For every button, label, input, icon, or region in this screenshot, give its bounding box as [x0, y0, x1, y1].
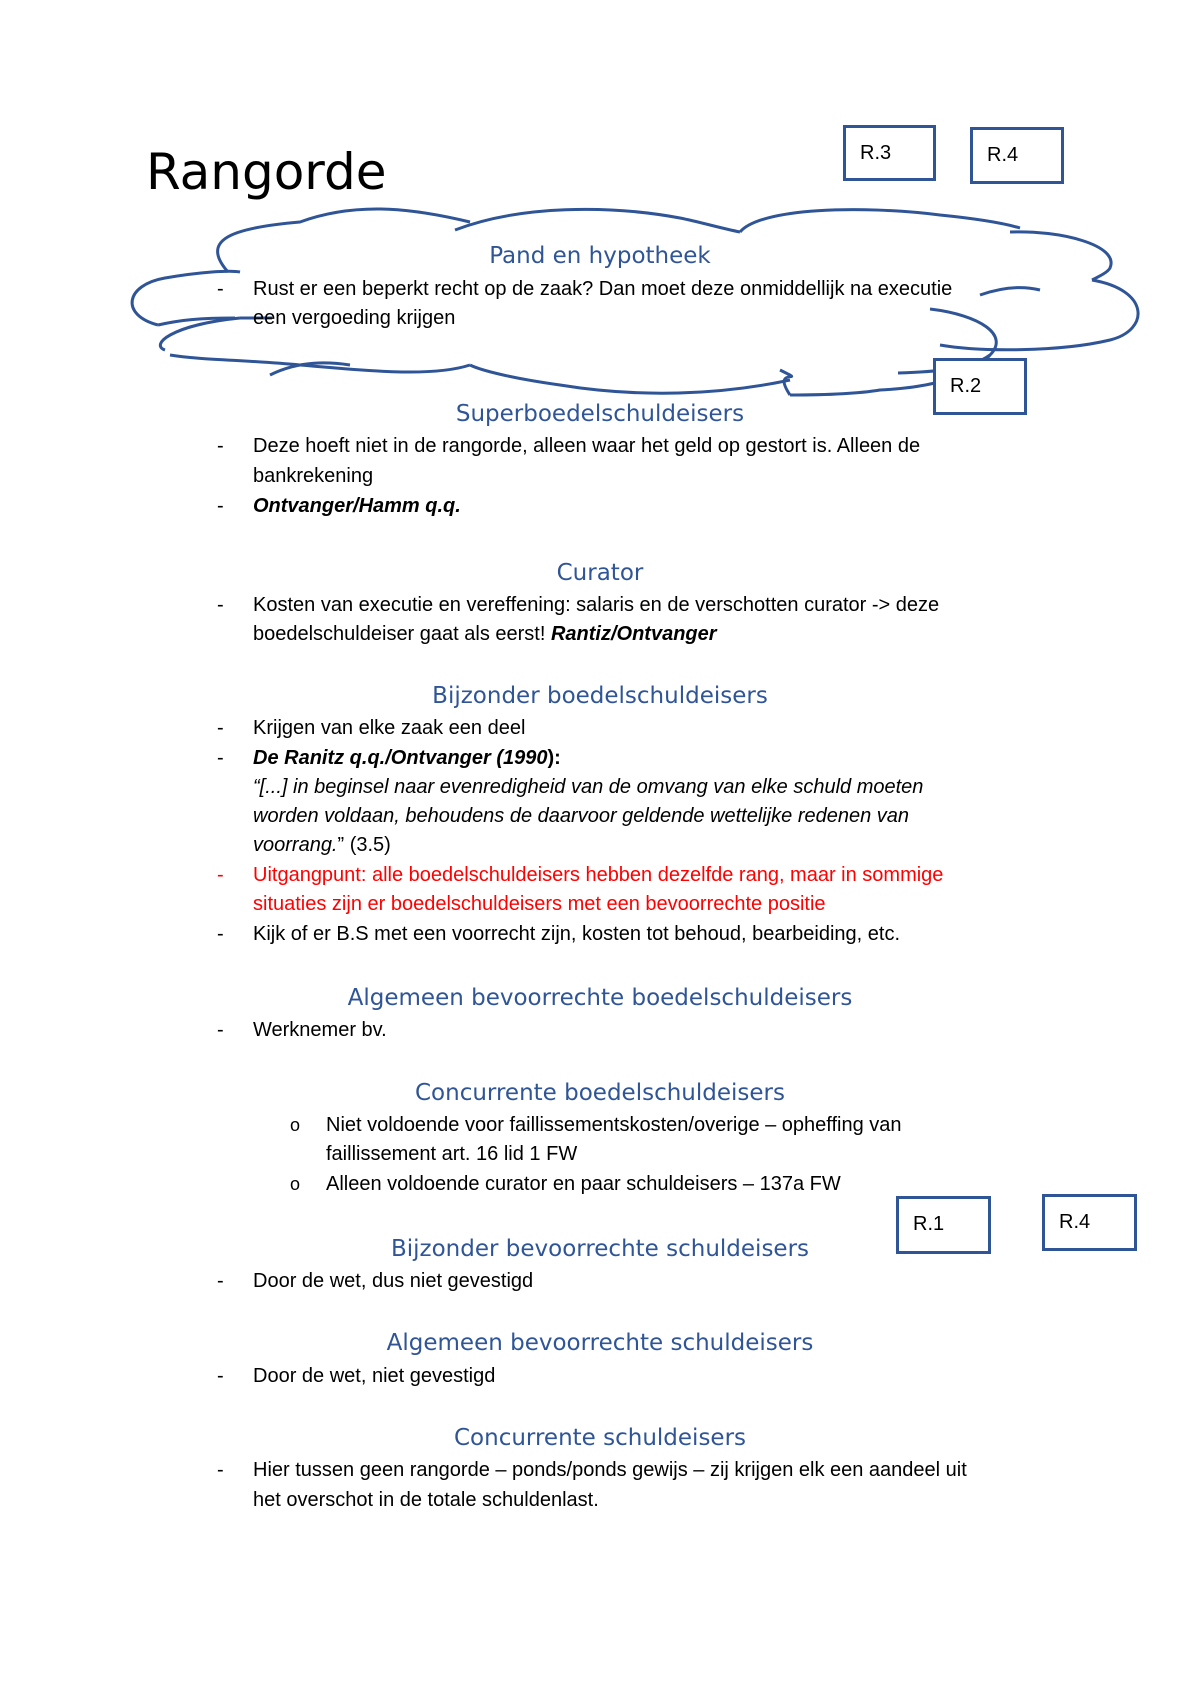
list-item-continuation: een vergoeding krijgen: [253, 307, 456, 329]
heading-superboedelschuldeisers: Superboedelschuldeisers: [455, 401, 745, 427]
bullet-circle-icon: o: [290, 1115, 301, 1135]
bullet-circle-icon: o: [290, 1174, 301, 1194]
bullet-dash-icon: -: [217, 1365, 224, 1387]
list-item-continuation: situaties zijn er boedelschuldeisers met een bevoorrechte positie: [253, 893, 826, 915]
cloud-shape-icon: [0, 0, 1200, 420]
list-item-highlight: - Uitgangpunt: alle boedelschuldeisers hebben dezelfde rang, maar in sommige: [253, 861, 943, 891]
quote-line: worden voldaan, behoudens de daarvoor geldende wettelijke redenen van: [253, 805, 910, 827]
heading-algemeen-bevoorrechte-schuldeisers: Algemeen bevoorrechte schuldeisers: [386, 1330, 814, 1356]
list-item-sub: o Alleen voldoende curator en paar schuldeisers – 137a FW: [326, 1170, 841, 1200]
list-item-continuation: bankrekening: [253, 465, 374, 487]
heading-curator: Curator: [556, 560, 644, 586]
bullet-dash-icon: -: [217, 278, 224, 300]
heading-bijzonder-bevoorrechte-schuldeisers: Bijzonder bevoorrechte schuldeisers: [390, 1236, 810, 1262]
list-item: - Kosten van executie en vereffening: salaris en de verschotten curator -> deze: [253, 591, 939, 621]
label-box-r4-top: [970, 127, 1064, 184]
list-item: - Kijk of er B.S met een voorrecht zijn, kosten tot behoud, bearbeiding, etc.: [253, 920, 900, 950]
list-item: - De Ranitz q.q./Ontvanger (1990):: [253, 744, 561, 774]
list-item-continuation: het overschot in de totale schuldenlast.: [253, 1489, 599, 1511]
list-item: - Werknemer bv.: [253, 1016, 387, 1046]
quote-line: “[...] in beginsel naar evenredigheid van de omvang van elke schuld moeten: [253, 776, 924, 798]
case-citation: De Ranitz q.q./Ontvanger (1990: [253, 747, 548, 769]
heading-pand-en-hypotheek: Pand en hypotheek: [489, 243, 711, 269]
heading-concurrente-schuldeisers: Concurrente schuldeisers: [453, 1425, 747, 1451]
bullet-dash-icon: -: [217, 1459, 224, 1481]
bullet-dash-icon: -: [217, 1019, 224, 1041]
list-item-sub: o Niet voldoende voor faillissementskosten/overige – opheffing van: [326, 1111, 902, 1141]
heading-concurrente-boedelschuldeisers: Concurrente boedelschuldeisers: [415, 1080, 785, 1106]
heading-bijzonder-boedelschuldeisers: Bijzonder boedelschuldeisers: [432, 683, 768, 709]
list-item: [217, 492, 461, 522]
list-item: - Deze hoeft niet in de rangorde, alleen waar het geld op gestort is. Alleen de: [253, 432, 920, 462]
bullet-dash-icon: -: [217, 923, 224, 945]
bullet-dash-icon: -: [217, 594, 224, 616]
page-title: Rangorde: [146, 143, 387, 201]
bullet-dash-icon: -: [217, 747, 224, 769]
label-r3: R.3: [860, 142, 892, 164]
case-citation: Rantiz/Ontvanger: [550, 623, 717, 645]
heading-algemeen-bevoorrechte-boedelschuldeisers: Algemeen bevoorrechte boedelschuldeisers: [347, 985, 853, 1011]
label-r4-top: R.4: [987, 144, 1019, 166]
list-item: - Hier tussen geen rangorde – ponds/ponds gewijs – zij krijgen elk een aandeel uit: [253, 1456, 967, 1486]
bullet-dash-icon: -: [217, 495, 224, 517]
bullet-dash-icon: -: [217, 717, 224, 739]
bullet-dash-icon: -: [217, 435, 224, 457]
label-box-r3: [843, 125, 936, 181]
list-item: - Door de wet, dus niet gevestigd: [253, 1267, 533, 1297]
bullet-dash-icon: -: [217, 864, 224, 886]
list-item: - Door de wet, niet gevestigd: [253, 1362, 495, 1392]
quote-line: voorrang.” (3.5): [253, 834, 391, 856]
list-item-continuation: boedelschuldeiser gaat als eerst! Rantiz/Ontvanger: [253, 623, 717, 645]
label-r4-bottom: R.4: [1059, 1211, 1091, 1233]
list-item-continuation: faillissement art. 16 lid 1 FW: [326, 1143, 578, 1165]
label-r1: R.1: [913, 1213, 945, 1235]
label-r2: R.2: [950, 375, 982, 397]
bullet-dash-icon: -: [217, 1270, 224, 1292]
list-item: - Rust er een beperkt recht op de zaak? Dan moet deze onmiddellijk na executie: [253, 275, 952, 305]
case-citation: Ontvanger/Hamm q.q.: [253, 495, 461, 517]
list-item: - Krijgen van elke zaak een deel: [253, 714, 525, 744]
